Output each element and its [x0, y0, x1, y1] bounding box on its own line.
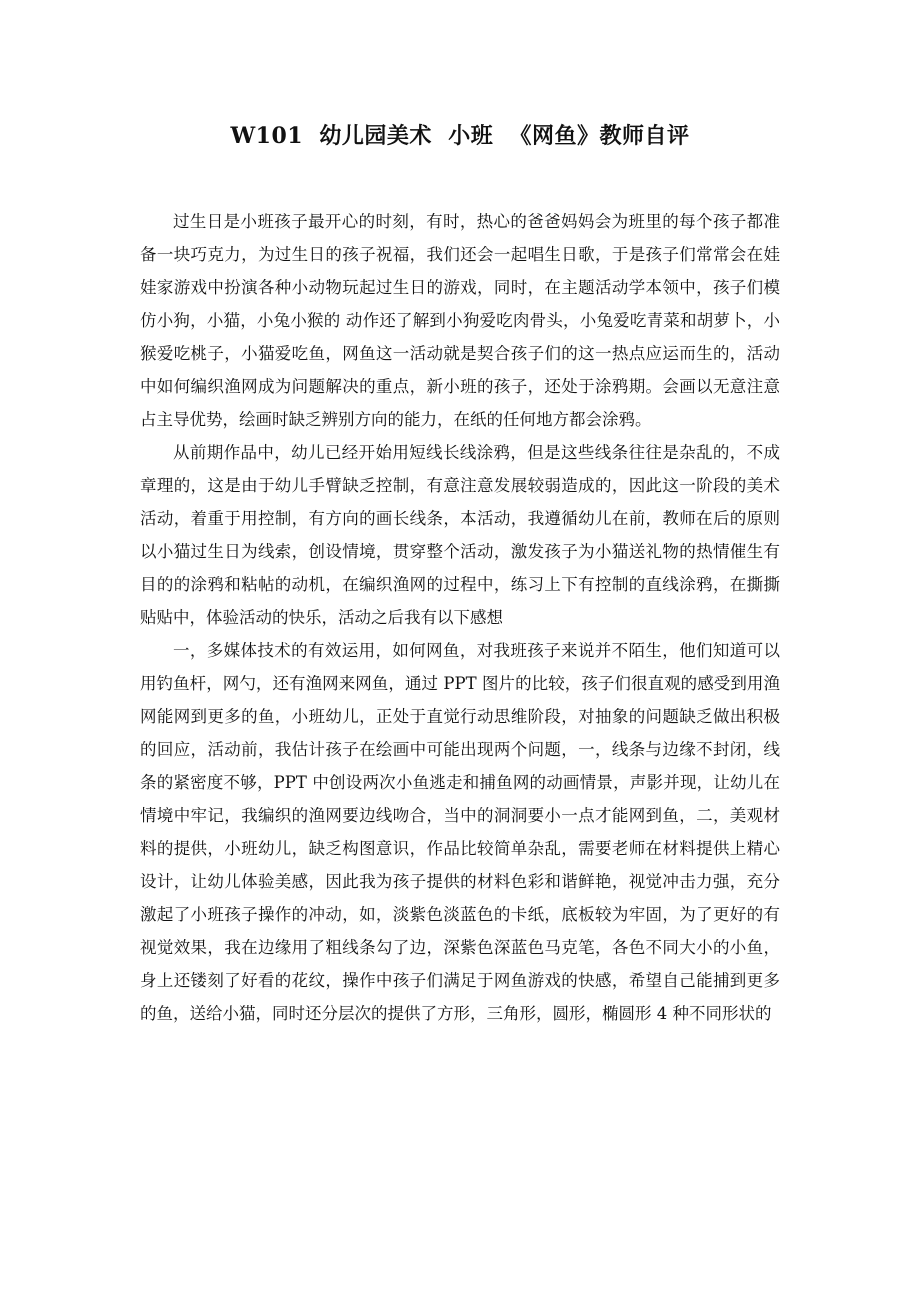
document-body — [140, 205, 780, 1030]
document-title: W101 幼儿园美术 小班 《网鱼》教师自评 — [230, 123, 690, 149]
paragraph-2: 从前期作品中，幼儿已经开始用短线长线涂鸦，但是这些线条往往是杂乱的，不成章理的，这是由于幼儿手臂缺乏控制，有意注意发展较弱造成的，因此这一阶段的美术活动，着重于用控制，有方向的画长线条，本活动，我遵循幼儿在前，教师在后的原则以小猫过生日为线索，创设情境，贯穿整个活动，激发孩子为小猫送礼物的热情催生有目的的涂鸦和粘帖的动机，在编织渔网的过程中，练习上下有控制的直线涂鸦，在撕撕贴贴中，体验活动的快乐，活动之后我有以下感想 — [140, 443, 780, 627]
paragraph-1: 过生日是小班孩子最开心的时刻，有时，热心的爸爸妈妈会为班里的每个孩子都准备一块巧克力，为过生日的孩子祝福，我们还会一起唱生日歌，于是孩子们常常会在娃娃家游戏中扮演各种小动物玩起过生日的游戏，同时，在主题活动学本领中，孩子们模仿小狗，小猫，小兔小猴的 动作还了解到小狗爱吃肉骨头，小兔爱吃青菜和胡萝卜，小猴爱吃桃子，小猫爱吃鱼，网鱼这一活动就是契合孩子们的这一热点应运而生的，活动中如何编织渔网成为问题解决的重点，新小班的孩子，还处于涂鸦期。会画以无意注意占主导优势，绘画时缺乏辨别方向的能力，在纸的任何地方都会涂鸦。 — [140, 212, 780, 429]
paragraph-3: 一，多媒体技术的有效运用，如何网鱼，对我班孩子来说并不陌生，他们知道可以用钓鱼杆，网勺，还有渔网来网鱼，通过 PPT 图片的比较，孩子们很直观的感受到用渔网能网到更多的鱼，小班幼儿，正处于直觉行动思维阶段，对抽象的问题缺乏做出积极的回应，活动前，我估计孩子在绘画中可能出现两个问题，一，线条与边缘不封闭，线条的紧密度不够，PPT 中创设两次小鱼逃走和捕鱼网的动画情景，声影并现，让幼儿在情境中牢记，我编织的渔网要边线吻合，当中的洞洞要小一点才能网到鱼，二，美观材料的提供，小班幼儿，缺乏构图意识，作品比较简单杂乱，需要老师在材料提供上精心设计，让幼儿体验美感，因此我为孩子提供的材料色彩和谐鲜艳，视觉冲击力强，充分激起了小班孩子操作的冲动，如，淡紫色淡蓝色的卡纸，底板较为牢固，为了更好的有视觉效果，我在边缘用了粗线条勾了边，深紫色深蓝色马克笔，各色不同大小的小鱼，身上还镂刻了好看的花纹，操作中孩子们满足于网鱼游戏的快感，希望自己能捕到更多的鱼，送给小猫，同时还分层次的提供了方形，三角形，圆形，椭圆形 4 种不同形状的 — [140, 641, 780, 1023]
